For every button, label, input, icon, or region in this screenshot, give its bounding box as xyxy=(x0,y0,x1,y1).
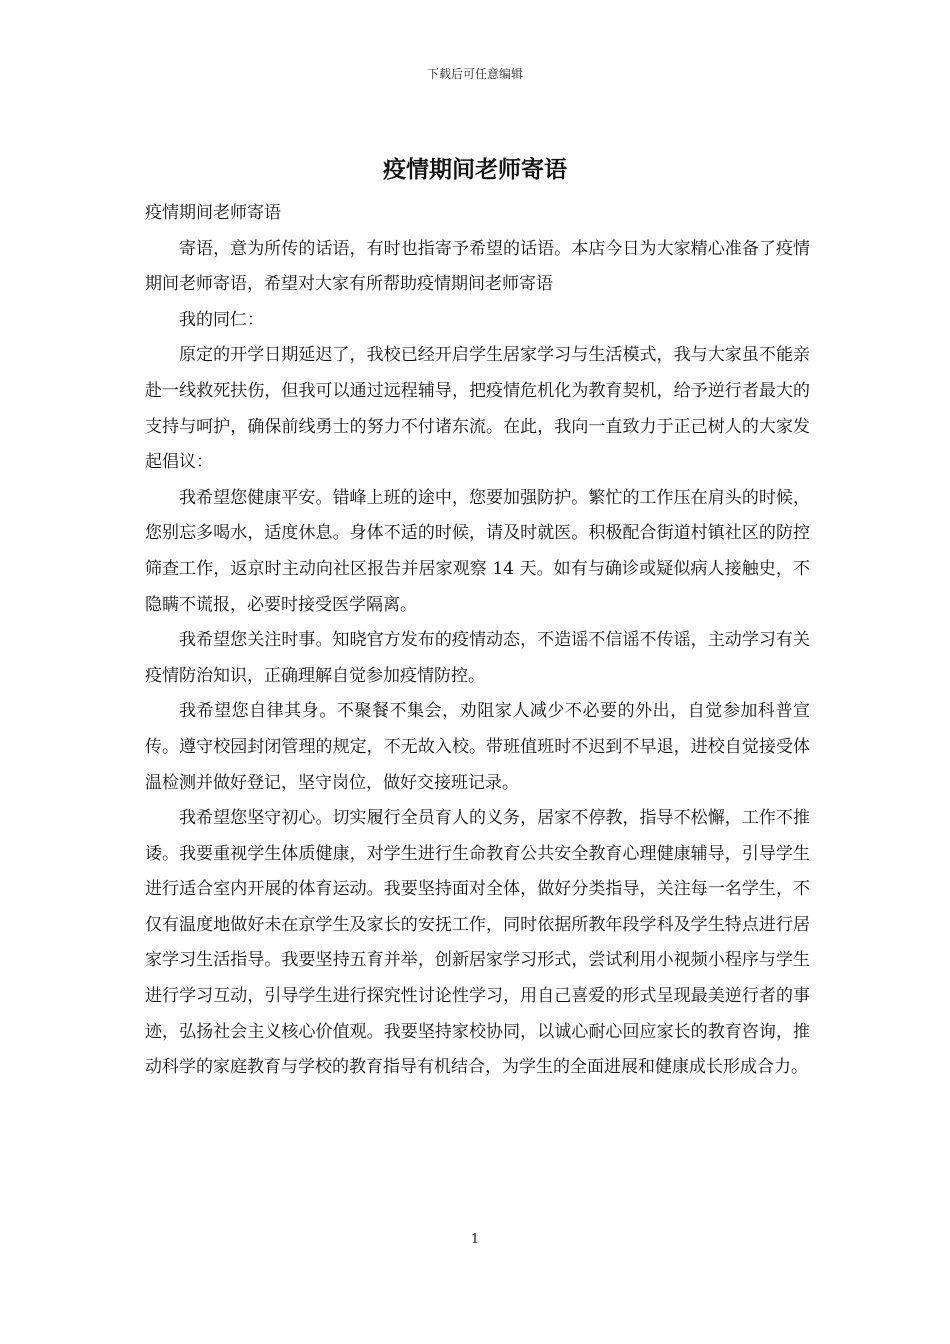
paragraph-intro: 寄语，意为所传的话语，有时也指寄予希望的话语。本店今日为大家精心准备了疫情期间老师寄语，希望对大家有所帮助疫情期间老师寄语 xyxy=(145,238,810,295)
paragraph-proposal: 原定的开学日期延迟了，我校已经开启学生居家学习与生活模式，我与大家虽不能亲赴一线救死扶伤，但我可以通过远程辅导，把疫情危机化为教育契机，给予逆行者最大的支持与呵护，确保前线勇士的努力不付诸东流。在此，我向一直致力于正己树人的大家发起倡议： xyxy=(145,345,810,473)
paragraph-original-aspiration: 我希望您坚守初心。切实履行全员育人的义务，居家不停教，指导不松懈，工作不推诿。我要重视学生体质健康，对学生进行生命教育公共安全教育心理健康辅导，引导学生进行适合室内开展的体育运动。我要坚持面对全体，做好分类指导，关注每一名学生，不仅有温度地做好未在京学生及家长的安抚工作，同时依据所教年段学科及学生特点进行居家学习生活指导。我要坚持五育并举，创新居家学习形式，尝试利用小视频小程序与学生进行学习互动，引导学生进行探究性讨论性学习，用自己喜爱的形式呈现最美逆行者的事迹，弘扬社会主义核心价值观。我要坚持家校协同，以诚心耐心回应家长的教育咨询，推动科学的家庭教育与学校的教育指导有机结合，为学生的全面进展和健康成长形成合力。 xyxy=(145,808,810,1078)
page-number: 1 xyxy=(470,1232,480,1247)
paragraph-salutation: 我的同仁： xyxy=(179,309,264,330)
document-body xyxy=(145,196,810,1086)
document-title: 疫情期间老师寄语 xyxy=(383,156,567,183)
paragraph-current-affairs: 我希望您关注时事。知晓官方发布的疫情动态，不造谣不信谣不传谣，主动学习有关疫情防治知识，正确理解自觉参加疫情防控。 xyxy=(145,630,810,686)
document-subtitle: 疫情期间老师寄语 xyxy=(145,203,281,223)
header-note: 下载后可任意编辑 xyxy=(426,67,523,81)
paragraph-health: 我希望您健康平安。错峰上班的途中，您要加强防护。繁忙的工作压在肩头的时候，您别忘多喝水，适度休息。身体不适的时候，请及时就医。积极配合街道村镇社区的防控筛查工作，返京时主动向社区报告并居家观察 14 天。如有与确诊或疑似病人接触史，不隐瞒不谎报，必要时接受医学隔离。 xyxy=(145,487,810,615)
paragraph-self-discipline: 我希望您自律其身。不聚餐不集会，劝阻家人减少不必要的外出，自觉参加科普宣传。遵守校园封闭管理的规定，不无故入校。带班值班时不迟到不早退，进校自觉接受体温检测并做好登记，坚守岗位，做好交接班记录。 xyxy=(145,701,810,793)
